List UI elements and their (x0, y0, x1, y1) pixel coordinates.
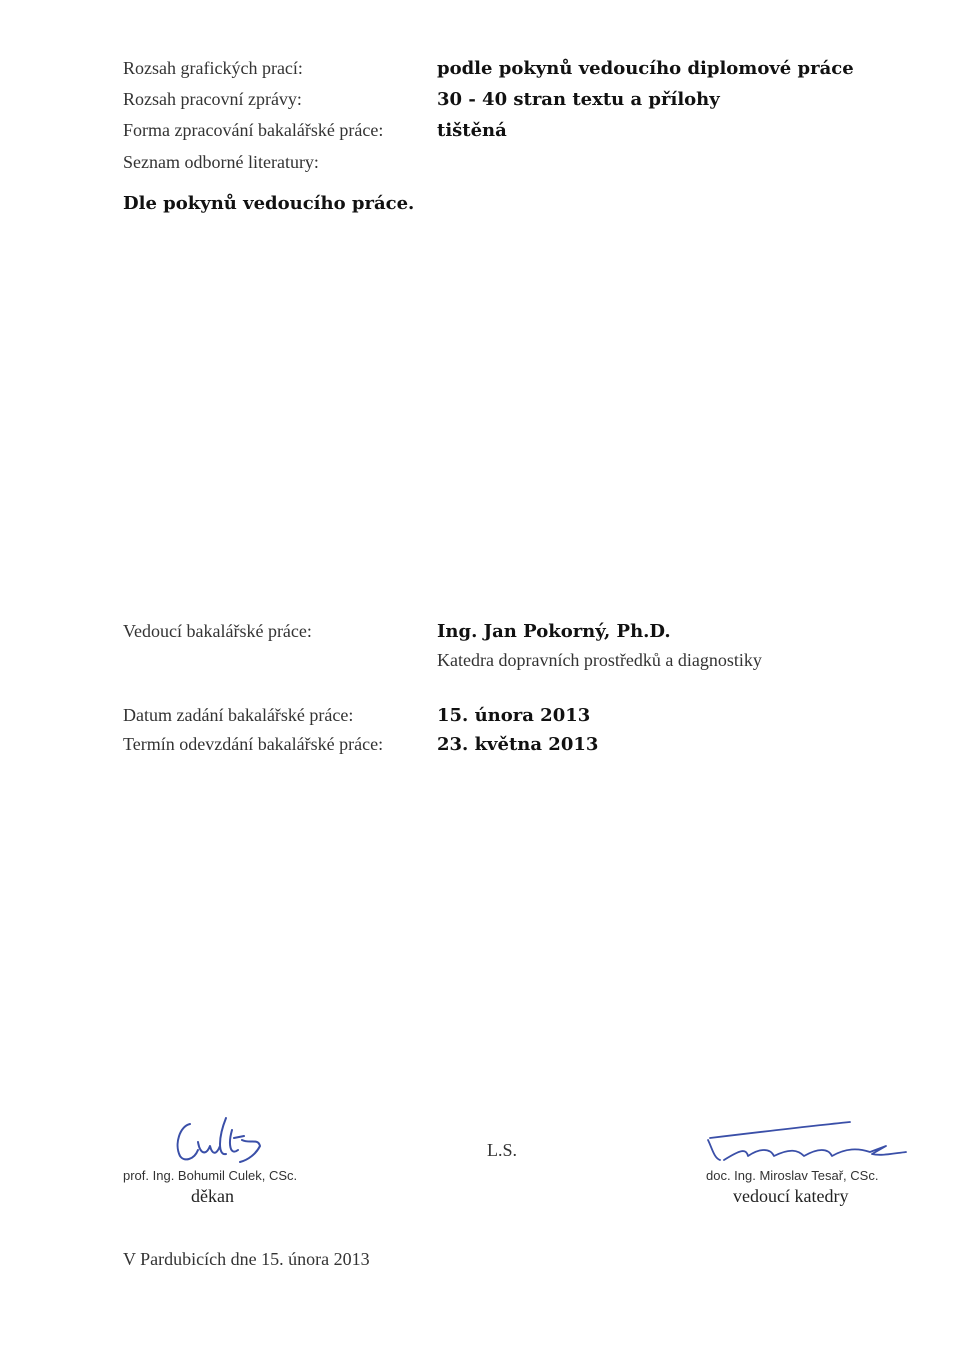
deadline-label: Termín odevzdání bakalářské práce: (123, 734, 384, 754)
supervisor-label: Vedoucí bakalářské práce: (123, 621, 312, 641)
dean-name: prof. Ing. Bohumil Culek, CSc. (123, 1168, 298, 1183)
supervisor-name: Ing. Jan Pokorný, Ph.D. (437, 621, 671, 642)
literature-label: Seznam odborné literatury: (123, 152, 319, 172)
place-date: V Pardubicích dne 15. února 2013 (123, 1249, 370, 1269)
assigned-date-label: Datum zadání bakalářské práce: (123, 705, 354, 725)
head-of-department-signature (700, 1118, 910, 1173)
stamp-placeholder: L.S. (487, 1140, 518, 1160)
literature-note: Dle pokynů vedoucího práce. (123, 193, 415, 214)
dean-signature (168, 1110, 268, 1170)
head-of-department-role: vedoucí katedry (733, 1186, 849, 1206)
report-scope-value: 30 - 40 stran textu a přílohy (437, 89, 720, 110)
graphics-scope-value: podle pokynů vedoucího diplomové práce (437, 58, 854, 79)
form-value: tištěná (437, 120, 507, 141)
deadline-value: 23. května 2013 (437, 734, 599, 755)
dean-role: děkan (191, 1186, 234, 1206)
supervisor-department: Katedra dopravních prostředků a diagnostiky (437, 650, 762, 670)
report-scope-label: Rozsah pracovní zprávy: (123, 89, 302, 109)
assigned-date-value: 15. února 2013 (437, 705, 591, 726)
head-of-department-name: doc. Ing. Miroslav Tesař, CSc. (706, 1168, 879, 1183)
graphics-scope-label: Rozsah grafických prací: (123, 58, 303, 78)
form-label: Forma zpracování bakalářské práce: (123, 120, 384, 140)
